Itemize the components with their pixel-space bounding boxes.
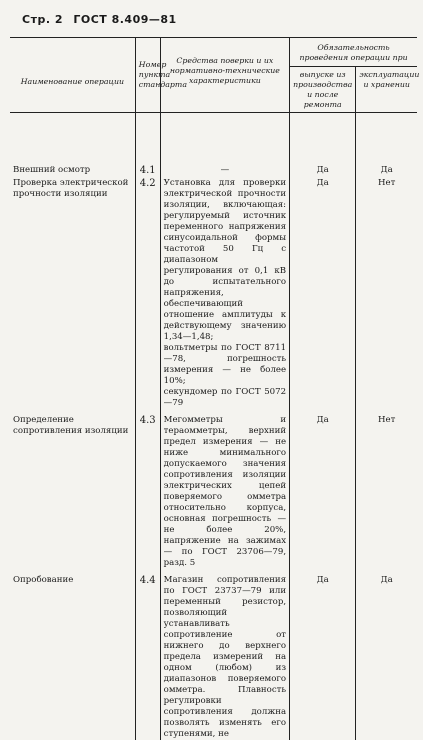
table-row	[10, 113, 417, 177]
table-row	[10, 409, 417, 569]
means-text: Установка для проверки электрической прочности изоляции, включающая: регулируемый источник переменного напряжения синусоидальной формы частотой 50 Гц с диапазоном регулирования от 0,1 кВ до испытательного напряжения, обеспечивающий отношение амплитуды к действующему значению 1,34—1,48;	[163, 178, 287, 342]
means-text: —	[220, 165, 230, 175]
operation-name: Внешний осмотр	[13, 165, 91, 175]
means-text: Магазин сопротивления по ГОСТ 23737—79 или переменный резистор, позволяющий устанавливать сопротивление от нижнего до верхнего предела измерений на одном (любом) из диапазонов поверяемого омметра. Плавность регулировки сопротивления должна позволять изменять его ступенями, не	[163, 575, 287, 739]
item-number: 4.1	[135, 113, 160, 177]
production-value: Да	[290, 176, 356, 409]
means-text: секундомер по ГОСТ 5072—79	[163, 387, 287, 408]
col-header-production: выпуске из производства и после ремонта	[290, 67, 356, 113]
item-number: 4.3	[135, 409, 160, 569]
production-value: Да	[290, 569, 356, 740]
exploitation-value: Да	[356, 113, 417, 177]
means-cell	[160, 113, 289, 177]
col-header-name: Наименование операции	[10, 38, 135, 113]
col-header-obligation: Обязательность проведения операции при	[290, 38, 417, 67]
operation-name: Определение сопротивления изоляции	[13, 415, 129, 436]
means-cell	[160, 569, 289, 740]
exploitation-value: Нет	[356, 409, 417, 569]
col-header-exploitation: эксплуатации и хранении	[356, 67, 417, 113]
means-cell	[160, 409, 289, 569]
means-text: вольтметры по ГОСТ 8711—78, погрешность измерения — не более 10%;	[163, 343, 287, 386]
table-row	[10, 176, 417, 409]
col-header-item: Номер пункта стандарта	[135, 38, 160, 113]
means-text: Мегомметры и тераомметры, верхний предел измерения — не ниже минимального допускаемого значения сопротивления изоляции электрических цепей поверяемого омметра относительно корпуса, основная погрешность — не более 20%, напряжение на зажимах — по ГОСТ 23706—79, разд. 5	[163, 415, 287, 568]
production-value: Да	[290, 409, 356, 569]
exploitation-value: Да	[356, 569, 417, 740]
production-value: Да	[290, 113, 356, 177]
exploitation-value: Нет	[356, 176, 417, 409]
table-row	[10, 569, 417, 740]
col-header-means: Средства поверки и их нормативно-технические характеристики	[160, 38, 289, 113]
item-number: 4.2	[135, 176, 160, 409]
item-number: 4.4	[135, 569, 160, 740]
means-cell	[160, 176, 289, 409]
operation-name: Опробование	[13, 575, 74, 585]
operations-table	[10, 37, 420, 740]
page-label: Стр. 2	[22, 13, 63, 26]
doc-number: ГОСТ 8.409—81	[73, 13, 177, 26]
table-header-row	[10, 38, 417, 67]
page-header	[22, 13, 183, 26]
operation-name: Проверка электрической прочности изоляции	[13, 178, 129, 199]
